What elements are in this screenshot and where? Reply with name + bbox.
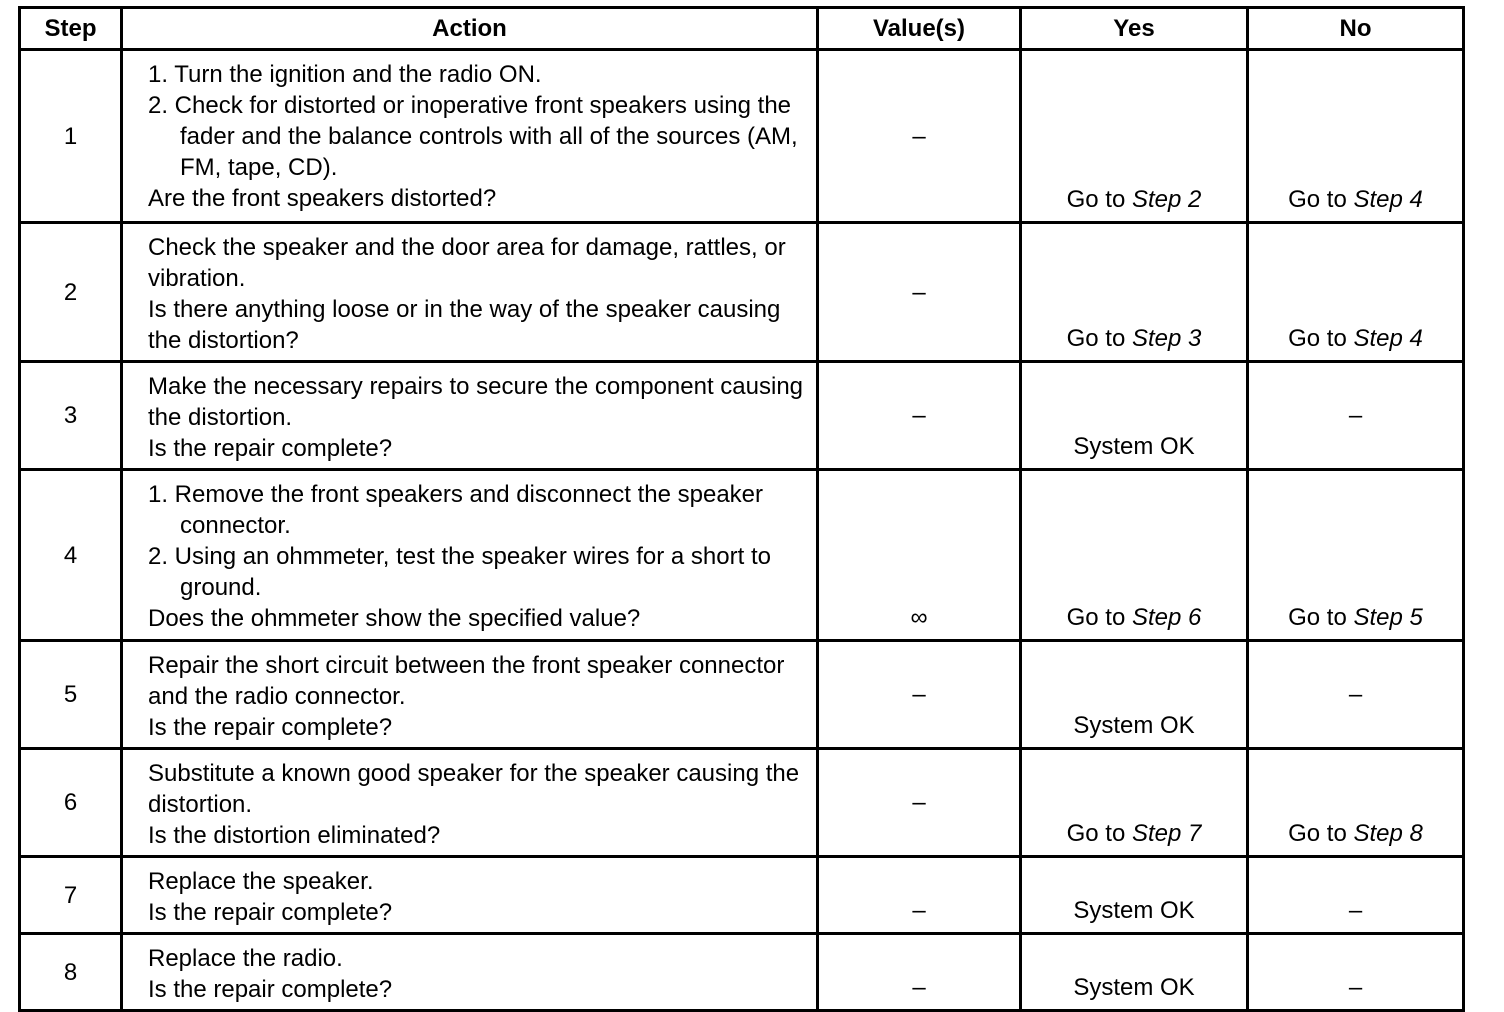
no-prefix: Go to	[1288, 325, 1354, 352]
yes-cell: System OK	[1021, 934, 1248, 1011]
action-item: 1. Turn the ignition and the radio ON.	[148, 61, 542, 88]
action-cell	[122, 470, 818, 641]
table-row-step-2	[20, 223, 1464, 362]
yes-cell: System OK	[1021, 641, 1248, 749]
yes-prefix: Go to	[1066, 186, 1132, 213]
yes-prefix: Go to	[1066, 325, 1132, 352]
table-row-step-5	[20, 641, 1464, 749]
yes-step-link: Step 6	[1131, 604, 1202, 631]
yes-cell	[1021, 50, 1248, 223]
action-cell	[122, 362, 818, 470]
no-cell: –	[1248, 362, 1464, 470]
no-prefix: Go to	[1288, 820, 1354, 847]
action-cell	[122, 857, 818, 934]
yes-cell: System OK	[1021, 362, 1248, 470]
header-values: Value(s)	[818, 8, 1021, 50]
diagnostic-table	[18, 6, 1465, 1012]
no-cell	[1248, 470, 1464, 641]
no-cell: –	[1248, 857, 1464, 934]
action-text: Check the speaker and the door area for damage, rattles, or vibration.	[148, 234, 786, 292]
action-question: Are the front speakers distorted?	[148, 185, 497, 212]
step-number: 7	[20, 857, 122, 934]
value-cell: –	[818, 857, 1021, 934]
header-step: Step	[20, 8, 122, 50]
table-row-step-3	[20, 362, 1464, 470]
action-question: Is the repair complete?	[148, 899, 393, 926]
no-prefix: Go to	[1288, 604, 1354, 631]
action-cell	[122, 50, 818, 223]
yes-prefix: Go to	[1066, 604, 1132, 631]
no-cell: –	[1248, 641, 1464, 749]
step-number: 5	[20, 641, 122, 749]
yes-step-link: Step 7	[1131, 820, 1202, 847]
yes-prefix: Go to	[1066, 820, 1132, 847]
action-cell	[122, 934, 818, 1011]
action-question: Is the repair complete?	[148, 714, 393, 741]
step-number: 4	[20, 470, 122, 641]
no-step-link: Step 4	[1353, 186, 1423, 213]
step-number: 1	[20, 50, 122, 223]
table-row-step-8	[20, 934, 1464, 1011]
value-cell: –	[818, 641, 1021, 749]
header-action: Action	[122, 8, 818, 50]
action-text: Substitute a known good speaker for the speaker causing the distortion.	[148, 760, 800, 818]
table-row-step-4	[20, 470, 1464, 641]
action-text: Replace the radio.	[148, 945, 343, 972]
yes-cell: System OK	[1021, 857, 1248, 934]
action-question: Is the repair complete?	[148, 435, 393, 462]
action-question: Is there anything loose or in the way of the speaker causing the distortion?	[148, 296, 781, 354]
action-item: 2. Using an ohmmeter, test the speaker wires for a short to ground.	[148, 543, 771, 601]
no-cell: –	[1248, 934, 1464, 1011]
table-row-step-1	[20, 50, 1464, 223]
action-item: 1. Remove the front speakers and disconnect the speaker connector.	[148, 481, 764, 539]
value-cell: –	[818, 362, 1021, 470]
no-prefix: Go to	[1288, 186, 1354, 213]
value-cell: –	[818, 50, 1021, 223]
no-step-link: Step 5	[1353, 604, 1423, 631]
table-row-step-6	[20, 749, 1464, 857]
action-question: Is the repair complete?	[148, 976, 393, 1003]
yes-step-link: Step 3	[1131, 325, 1202, 352]
yes-cell	[1021, 223, 1248, 362]
action-text: Repair the short circuit between the front speaker connector and the radio connector.	[148, 652, 785, 710]
yes-cell	[1021, 470, 1248, 641]
action-text: Replace the speaker.	[148, 868, 374, 895]
action-cell	[122, 749, 818, 857]
no-cell	[1248, 223, 1464, 362]
header-yes: Yes	[1021, 8, 1248, 50]
value-cell: –	[818, 934, 1021, 1011]
table-row-step-7	[20, 857, 1464, 934]
action-cell	[122, 223, 818, 362]
step-number: 6	[20, 749, 122, 857]
action-cell	[122, 641, 818, 749]
yes-step-link: Step 2	[1131, 186, 1202, 213]
no-step-link: Step 8	[1353, 820, 1423, 847]
step-number: 8	[20, 934, 122, 1011]
value-cell: –	[818, 749, 1021, 857]
action-question: Does the ohmmeter show the specified value?	[148, 605, 641, 632]
no-cell	[1248, 749, 1464, 857]
no-step-link: Step 4	[1353, 325, 1423, 352]
yes-cell	[1021, 749, 1248, 857]
action-question: Is the distortion eliminated?	[148, 822, 441, 849]
action-text: Make the necessary repairs to secure the component causing the distortion.	[148, 373, 804, 431]
value-cell: ∞	[818, 470, 1021, 641]
no-cell	[1248, 50, 1464, 223]
action-item: 2. Check for distorted or inoperative front speakers using the fader and the balance controls with all of the sources (AM, FM, tape, CD).	[148, 92, 798, 181]
step-number: 3	[20, 362, 122, 470]
value-cell: –	[818, 223, 1021, 362]
step-number: 2	[20, 223, 122, 362]
header-row	[20, 8, 1464, 50]
header-no: No	[1248, 8, 1464, 50]
